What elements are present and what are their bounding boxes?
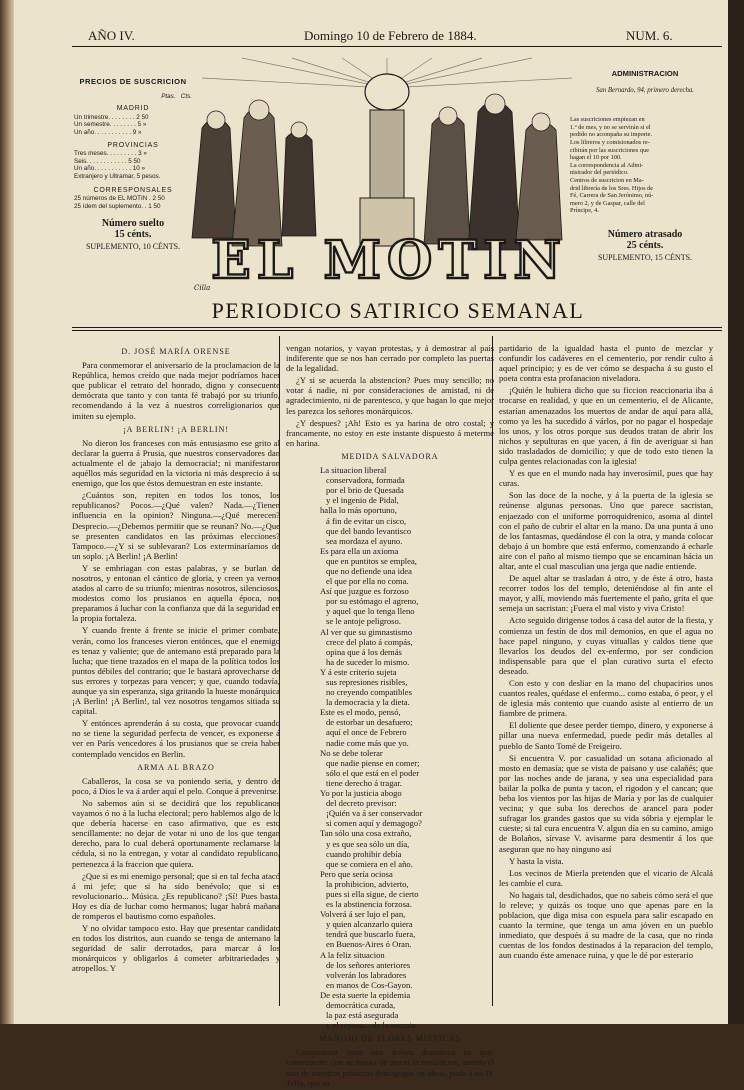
article-paragraph: No dieron los franceses con más entusiasmo ese grito al declarar la guerra á Prusia, que nuestros conservadores dan actualmente el de ¡abajo la democracia!; ni manifestaron aquéllos más seguridad en la victoria ni más desprecio á su enemigo, que los que éstos demuestran en este instante. bbox=[72, 437, 280, 489]
admin-notes: Las suscriciones empiezan en 1.º de mes, y no se servirán si el pedido no acompaña su importe. Los libreros y comisionados re- cibirán por las suscriciones que hagan el 10 por 100. La correspondencia al Admi- nistrador del periódico. Centros de suscricion en Ma- drid librería de los Sres. Hijos de Fé, Carrera de San Jerónimo, nú- mero 2, y de Gaspar, calle del Príncipe, 4. bbox=[570, 116, 654, 215]
poem-line: La situacion liberal bbox=[320, 465, 387, 476]
column-2 bbox=[286, 343, 494, 1090]
article-paragraph: Los vecinos de Mierla pretenden que el vicario de Alcalá les cambie el cura. bbox=[499, 867, 713, 888]
provincias-row: Seis. . . . . . . . . . . . 5 50 bbox=[74, 157, 141, 165]
poem-line: y el reposo... de la anemia. bbox=[326, 1020, 418, 1031]
poem-line: tendrá que buscarlo fuera, bbox=[326, 929, 416, 940]
article-paragraph: No sabemos aún si se decidirá que los republicanos vayamos ó no á la lucha electoral; pero hablemos algo de lo que debería hacerse en caso afirmativo, que es esto sencillamente: no dejar de votar ni uno de los que tengan derecho, para lo cual deberá oportunamente reclamarse la cédula, si no la entregan, y votar al candidato republicano, pertenezca á la fraccion que quiera. bbox=[72, 797, 280, 869]
article-paragraph: Y hasta la vista. bbox=[509, 855, 564, 866]
article-paragraph: Campoamor tiene una dolora dramática en que, consecuente con su manía de atacar la revolucion, siendo él uno de nuestros primeros demagogos en ideas, pinta á un D. Tello, que es bbox=[286, 1047, 494, 1088]
poem-line: que se comiera en el año. bbox=[326, 858, 413, 869]
article-paragraph: De aquel altar se trasladan á otro, y de éste á otro, hasta recorrer todos los del templo, deteniéndose al fin ante el mayor, y allí, moviendo más fuertemente el paño, grita el que semeja un sacristan: ¡Fuera el mal visto y viva Cristo! bbox=[499, 573, 713, 614]
poem-line: ha de suceder lo mismo. bbox=[326, 656, 410, 667]
provincias-row: Tres meses. . . . . . . . . 3 » bbox=[74, 150, 147, 158]
article-heading: ¡A BERLIN! ¡A BERLIN! bbox=[122, 424, 230, 434]
article-paragraph: Para conmemorar el aniversario de la proclamacion de la República, hemos creído que nada mejor podríamos hacer que publicar el retrato del honrado, digno y consecuente demócrata que tanto y con tanta fé trabajó por su triunfo, recomendando á la vez á nuestros correligionarios que imiten su ejemplo. bbox=[72, 360, 280, 421]
poem-line: la democracia y la dieta. bbox=[326, 697, 410, 708]
poem-line: de estorbar un desafuero; bbox=[326, 717, 413, 728]
column-1 bbox=[72, 343, 280, 976]
poem-line: no creyendo compatibles bbox=[326, 687, 412, 698]
article-paragraph: ¡Quién le hubiera dicho que su ficcion reaccionaria iba á trocarse en realidad, y que en un cementerio, el de Alicante, estarían amenazados los muertos de andar de aquí para allá, como ya les ha sucedido á várlos, por no pagar el hospedaje los unos, y los otros porque sus deudos tratan de abrir los nichos y sepulturas en que yacen, á fin de averiguar si han sido trasladados de domicilio; y que de todo esto tienen la culpa gentes relacionadas con la iglesia! bbox=[499, 385, 713, 467]
admin-box bbox=[570, 70, 720, 262]
poem-line: Es para ella un axioma bbox=[320, 545, 399, 556]
article-paragraph: Caballeros, la cosa se va poniendo seria, y dentro de poco, á Dios le va á arder aquí el pelo. Conque á prevenirse. bbox=[72, 775, 280, 796]
madrid-row: Un año. . . . . . . . . . . 9 » bbox=[74, 128, 142, 136]
newspaper-page bbox=[14, 0, 728, 1088]
poem-line: pues si ella sigue, de cierto bbox=[326, 888, 419, 899]
article-paragraph: Y entónces aprenderán á su costa, que provocar cuando no se tiene la seguridad perfecta de vencer, es exponerse á ver en París vencedores á los prusianos que se creia haber contemplado vencidos en Berlin. bbox=[72, 718, 280, 759]
issue-number: NUM. 6. bbox=[626, 28, 673, 43]
year-label: AÑO IV. bbox=[88, 28, 135, 43]
article-paragraph: El doliente que desee perder tiempo, dinero, y exponerse á pillar una nueva enfermedad, puede pedir más detalles al pueblo de Santo Tomé de Freigeiro. bbox=[499, 720, 713, 751]
poem-line: sea mordaza el ayuno. bbox=[326, 535, 403, 546]
suelto-price: 15 cénts. bbox=[114, 229, 152, 241]
provincias-row: Un año. . . . . . . . . . . 10 » bbox=[74, 165, 146, 173]
poem-line: de los señores anteriores bbox=[326, 959, 411, 970]
poem-line: la paz está asegurada bbox=[326, 1010, 399, 1021]
poem-line: que en puntitos se emplea, bbox=[326, 555, 417, 566]
article-paragraph: Con esto y con desliar en la mano del chupacirios unos cuantos reales, quédase el enfermo... como estaba, ó peor, y el de iglesia más contento que cuando asiste al entierro de un fiambre de primera. bbox=[499, 678, 713, 719]
issue-date: Domingo 10 de Febrero de 1884. bbox=[304, 28, 477, 43]
poem-line: sólo el que está en el poder bbox=[326, 767, 420, 778]
poem-line: A la feliz situacion bbox=[320, 949, 385, 960]
poem-line: del decreto previsor: bbox=[326, 798, 397, 809]
poem-line: Volverá á ser lujo el pan, bbox=[320, 909, 406, 920]
poem-line: volverán los labradores bbox=[326, 969, 407, 980]
article-paragraph: ¿Y si se acuerda la abstencion? Pues muy sencillo; no votar á nadie, ni por consideraciones de amistad, ni de agradecimiento, ni de parentesco, y que hagan lo que mejor les parezca los señores monárquicos. bbox=[286, 375, 494, 416]
poem-line: por su estómago el agreno, bbox=[326, 596, 419, 607]
poem-line: Pero que sería ociosa bbox=[320, 868, 393, 879]
poem-line: que del bando levantisco bbox=[326, 525, 412, 536]
poem-line: y es que sea sólo un día, bbox=[326, 838, 410, 849]
poem-line: De esta suerte la epidemia bbox=[320, 989, 411, 1000]
poem-line: Y á este criterio sujeta bbox=[320, 666, 397, 677]
binding-spine bbox=[0, 0, 14, 1024]
poem-line: Este es el modo, pensó, bbox=[320, 707, 401, 718]
masthead-title: EL MOTIN bbox=[211, 230, 567, 291]
poem-line: y aquel que lo tenga lleno bbox=[326, 606, 415, 617]
corresponsales-row: 25 números de EL MOTIN . 2 50 bbox=[74, 195, 165, 203]
article-paragraph: ¿Cuántos son, repiten en todos los tonos, los republicanos? Pocos.—¿Qué valen? Nada.—¿Tienen influencia en la opinion? Ninguna.—¿Qué merecen? Desprecio.—¿Debemos permitir que se reunan? No.—¿Que se presenten candidatos en las próximas elecciones? Tampoco.—¿Y si se sublevaran? Los exterminaríamos de un soplo. ¡A Berlin! ¡A Berlin! bbox=[72, 490, 280, 561]
poem bbox=[286, 465, 494, 1030]
article-heading: MANOJO DE FLORES MÍSTICAS bbox=[318, 1034, 462, 1044]
poem-line: Al ver que su gimnastismo bbox=[320, 626, 413, 637]
illustration-signature: Cilla bbox=[194, 284, 211, 292]
suelto-label: Número suelto bbox=[101, 218, 165, 230]
atrasado-label: Número atrasado bbox=[607, 228, 683, 240]
poem-line: opina que á los demás bbox=[326, 646, 402, 657]
subtitle-rule-2 bbox=[72, 330, 722, 331]
admin-address: San Bernardo, 94, primero derecha. bbox=[596, 86, 694, 94]
poem-line: y el ingenio de Pidal, bbox=[326, 495, 399, 506]
article-heading: ARMA AL BRAZO bbox=[137, 762, 215, 772]
poem-line: y quien alcanzarlo quiera bbox=[326, 919, 413, 930]
column-3 bbox=[499, 343, 713, 963]
poem-line: por el brio de Quesada bbox=[326, 485, 404, 496]
prices-box bbox=[74, 78, 192, 251]
prices-heading: PRECIOS DE SUSCRICION bbox=[79, 77, 187, 86]
poem-line: cuando prohibir debía bbox=[326, 848, 402, 859]
poem-line: ¡Quién va á ser conservador bbox=[326, 808, 423, 819]
madrid-row: Un trimestre. . . . . . . . 2 50 bbox=[74, 113, 149, 121]
corresponsales-row: 25 ídem del suplemento. . 1 50 bbox=[74, 202, 161, 210]
poem-line: Tan sólo una cosa extraño, bbox=[320, 828, 412, 839]
madrid-row: Un semestre. . . . . . . . 5 » bbox=[74, 121, 147, 129]
article-paragraph: Si encuentra V. por casualidad un sotana aficionado al mosto en demasía; que se vista de paisano y use calañés; que por las noches ande de jarana, y sea una especialidad para bailar la polka de punta y tacon, el rigodon y el cancan; que beba los vientos por las hijas de María y por las de cualquier vecina; y que suba los derechos de arancel para poder sufragar los grandes gastos que su vida sóbria y ejemplar le cueste; si tal cura encuentra V. algun día en su camino, amigo de Bolaños, sírvase V. avisarme para desmentir á los que aseguran que no hay ninguno así bbox=[499, 752, 713, 854]
article-paragraph: partidario de la igualdad hasta el punto de mezclar y confundir los cadáveres en el cementerio, por rendir culto á aquel principio; y es de ver cómo se despacha á su gusto el poeta contra esta profanacion niveladora. bbox=[499, 343, 713, 384]
poem-line: tiene derecho á tragar. bbox=[326, 777, 402, 788]
poem-line: que no defiende una idea bbox=[326, 565, 412, 576]
subtitle-rule-1 bbox=[72, 327, 722, 328]
masthead-illustration bbox=[182, 58, 596, 294]
atrasado-price: 25 cénts. bbox=[626, 239, 664, 251]
poem-line: crece del plato á compás, bbox=[326, 636, 413, 647]
poem-line: democrática curada, bbox=[326, 1000, 396, 1010]
poem-line: Así que juzgue es forzoso bbox=[320, 586, 409, 597]
page-edge-shadow bbox=[728, 0, 744, 1024]
article-paragraph: Y no olvidar tampoco esto. Hay que presentar candidato en todos los distritos, aun cuando se tenga de antemano la seguridad de salir derrotados, para marcar á los monárquicos y obligarlos á cometer arbitrariedades y atropellos. Y bbox=[72, 923, 280, 974]
poem-line: sus represiones risibles, bbox=[326, 677, 408, 687]
poem-line: nadie come más que yo. bbox=[326, 737, 409, 748]
atrasado-suplemento: SUPLEMENTO, 15 CÉNTS. bbox=[597, 252, 693, 262]
poem-line: que nadie piense en comer; bbox=[326, 757, 420, 768]
poem-line: en Buenos-Aires ó Oran. bbox=[326, 939, 412, 950]
article-paragraph: No hagais tal, desdichados, que no sabeis cómo será el que lo releve; y quizás os toque uno que apenas pare en la poblacion, que diga misa con espuela para salir escapado en cuanto la termine, que tenga un ama jóven en un pueblo inmediato, que después á su madre de la casa, que no rinda cuentas de los fondos destinados á la reparacion del templo, aun cuando éste amenace ruina, y que le dé por esterario bbox=[499, 889, 713, 961]
poem-line: conservadora, formada bbox=[326, 475, 405, 486]
poem-line: es la abstinencia forzosa. bbox=[326, 899, 412, 910]
bust-head bbox=[365, 74, 409, 110]
article-paragraph: Y se embriagan con estas palabras, y se burlan de nosotros, y entonan el cántico de gloria, y creen ya vernos atados al carro de su triunfo; mientras nosotros, silenciosos, modestos como los prusianos en aquella época, nos preparamos á luchar con la confianza que dá la seguridad en la propia fortaleza. bbox=[72, 562, 280, 624]
article-paragraph: Y cuando frente á frente se inicie el primer combate, verán, como los franceses vieron entónces, que el enemigo es tenaz y valiente; que de antemano está preparado para la lucha; que tiene trazados en el mapa de la política todos los puntos débiles del contrario; que le bastará aprovecharse de sus errores y torpezas para vencer; y que, cuando todavía, aunque ya sin esperanza, siga gritando la hueste monárquica ¡A Berlin! ¡A Berlin!, tal vez nosotros tengamos sitiada su capital. bbox=[72, 625, 280, 717]
madrid-heading: MADRID bbox=[116, 105, 150, 113]
article-paragraph: ¿Y despues? ¡Ah! Esto es ya harina de otro costal; y francamente, no estoy en este instante dispuesto á meterme en harina. bbox=[286, 417, 494, 448]
masthead-rule bbox=[72, 46, 722, 47]
poem-line: Yo por la justicia abogo bbox=[320, 788, 402, 799]
corresponsales-heading: CORRESPONSALES bbox=[93, 186, 173, 194]
provincias-row: Extranjero y Ultramar, 5 pesos. bbox=[74, 172, 161, 180]
poem-line: si comen aquí y demagogo? bbox=[326, 818, 422, 829]
suelto-suplemento: SUPLEMENTO, 10 CÉNTS. bbox=[85, 242, 181, 252]
article-paragraph: vengan notarios, y vayan protestas, y á demostrar al país indiferente que se nos han cerrado por completo las puertas de la legalidad. bbox=[286, 343, 494, 374]
article-paragraph: Acto seguido dirigense todos á casa del autor de la fiesta, y comienza un festín de dos mil demonios, en que el agua no hace papel ninguno, y cuyas vituallas y caldos tiene que llevarlos los deudos del ex-enfermo, por ser condicion indispensable para que el plan curativo surta el efecto deseado. bbox=[499, 615, 713, 676]
poem-line: el que por ella no coma. bbox=[326, 576, 409, 587]
poem-line: halla lo más oportuno, bbox=[320, 505, 397, 516]
prices-col-headers: Ptas. Cts. bbox=[161, 92, 192, 100]
poem-line: se le antoje peligroso. bbox=[326, 616, 401, 627]
article-paragraph: Y es que en el mundo nada hay inverosímil, pues que hay curas. bbox=[499, 468, 713, 489]
article-paragraph: Son las doce de la noche, y á la puerta de la iglesia se reúnense algunas personas. Uno que parece sacristan, enjaezado con el uniforme porroquidrenico, asoma al dintel con el paño de cubrir el altar en la mano. Da una punta á uno de los fantasmas, quedándose él con la otra, y manda colocar debajo á un hombre que está enfermo, comenzando á echarle aire con el paño al mismo tiempo que se encaminan hácia un altar, ante el cual masculian una jerga que nadie entiende. bbox=[499, 490, 713, 571]
poem-line: aquí el once de Febrero bbox=[326, 727, 407, 738]
poem-line: No se debe tolerar bbox=[320, 747, 383, 758]
article-paragraph: ¿Que si es mi enemigo personal; que si en tal fecha atacó á mi jefe; que si ha sido benévolo; que si es revolucionario... Música. ¿Es republicano? ¡Sí! Pues basta. Hoy es día de luchar como hermanos; lugar habrá mañana de romperos el bautismo como españoles. bbox=[72, 870, 280, 921]
poem-line: en manos de Cos-Gayon. bbox=[326, 979, 413, 990]
admin-heading: ADMINISTRACION bbox=[611, 69, 679, 78]
poem-line: la prohibicion, advierto, bbox=[326, 878, 409, 889]
article-heading: MEDIDA SALVADORA bbox=[341, 451, 439, 461]
poem-line: á fin de evitar un cisco, bbox=[326, 515, 407, 526]
newspaper-subtitle: PERIODICO SATIRICO SEMANAL bbox=[211, 298, 585, 323]
provincias-heading: PROVINCIAS bbox=[107, 141, 159, 149]
article-heading: D. JOSÉ MARÍA ORENSE bbox=[121, 347, 231, 356]
